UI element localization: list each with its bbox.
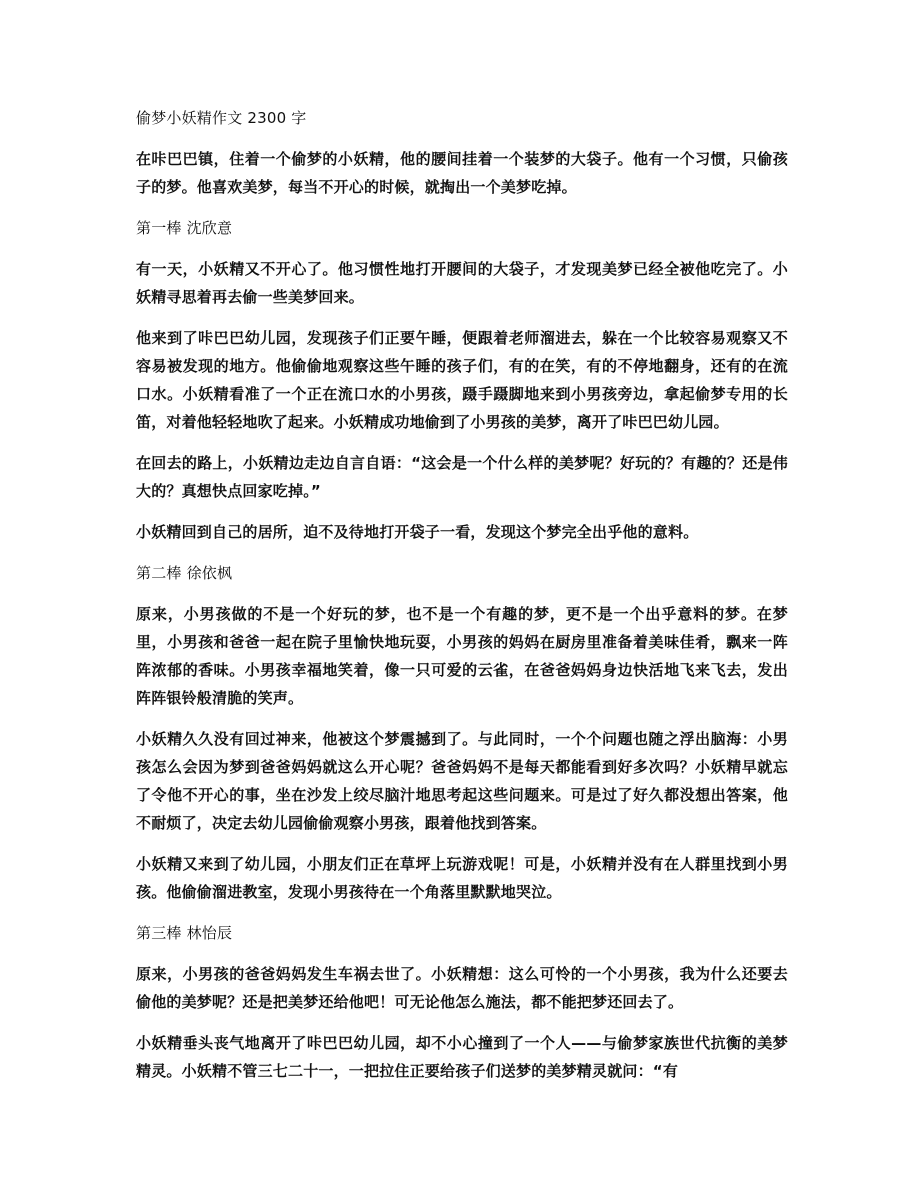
section-heading-relay-2: 第二棒 徐依枫 [136, 564, 233, 582]
section-heading-relay-1: 第一棒 沈欣意 [136, 219, 233, 237]
paragraph: 原来，小男孩的爸爸妈妈发生车祸去世了。小妖精想：这么可怜的一个小男孩，我为什么还要去偷他的美梦呢？还是把美梦还给他吧！可无论他怎么施法，都不能把梦还回去了。 [136, 965, 788, 1011]
paragraph: 小妖精又来到了幼儿园，小朋友们正在草坪上玩游戏呢！可是，小妖精并没有在人群里找到小男孩。他偷偷溜进教室，发现小男孩待在一个角落里默默地哭泣。 [136, 855, 788, 901]
paragraph: 有一天，小妖精又不开心了。他习惯性地打开腰间的大袋子，才发现美梦已经全被他吃完了。小妖精寻思着再去偷一些美梦回来。 [136, 260, 788, 306]
document-body [136, 104, 788, 1098]
paragraph: 他来到了咔巴巴幼儿园，发现孩子们正要午睡，便跟着老师溜进去，躲在一个比较容易观察又不容易被发现的地方。他偷偷地观察这些午睡的孩子们，有的在笑，有的不停地翻身，还有的在流口水。小妖精看准了一个正在流口水的小男孩，蹑手蹑脚地来到小男孩旁边，拿起偷梦专用的长笛，对着他轻轻地吹了起来。小妖精成功地偷到了小男孩的美梦，离开了咔巴巴幼儿园。 [136, 329, 788, 431]
paragraph: 小妖精垂头丧气地离开了咔巴巴幼儿园，却不小心撞到了一个人——与偷梦家族世代抗衡的美梦精灵。小妖精不管三七二十一，一把拉住正要给孩子们送梦的美梦精灵就问：“有 [136, 1034, 788, 1080]
paragraph: 原来，小男孩做的不是一个好玩的梦，也不是一个有趣的梦，更不是一个出乎意料的梦。在梦里，小男孩和爸爸一起在院子里愉快地玩耍，小男孩的妈妈在厨房里准备着美味佳肴，飘来一阵阵浓郁的香味。小男孩幸福地笑着，像一只可爱的云雀，在爸爸妈妈身边快活地飞来飞去，发出阵阵银铃般清脆的笑声。 [136, 605, 788, 707]
document-title: 偷梦小妖精作文 2300 字 [136, 109, 307, 127]
paragraph: 小妖精回到自己的居所，迫不及待地打开袋子一看，发现这个梦完全出乎他的意料。 [136, 523, 699, 541]
paragraph: 小妖精久久没有回过神来，他被这个梦震撼到了。与此同时，一个个问题也随之浮出脑海：小男孩怎么会因为梦到爸爸妈妈就这么开心呢？爸爸妈妈不是每天都能看到好多次吗？小妖精早就忘了令他不开心的事，坐在沙发上绞尽脑汁地思考起这些问题来。可是过了好久都没想出答案，他不耐烦了，决定去幼儿园偷偷观察小男孩，跟着他找到答案。 [136, 730, 788, 832]
paragraph: 在回去的路上，小妖精边走边自言自语：“这会是一个什么样的美梦呢？好玩的？有趣的？还是伟大的？真想快点回家吃掉。” [136, 454, 788, 500]
section-heading-relay-3: 第三棒 林怡辰 [136, 924, 233, 942]
paragraph: 在咔巴巴镇，住着一个偷梦的小妖精，他的腰间挂着一个装梦的大袋子。他有一个习惯，只偷孩子的梦。他喜欢美梦，每当不开心的时候，就掏出一个美梦吃掉。 [136, 150, 788, 196]
